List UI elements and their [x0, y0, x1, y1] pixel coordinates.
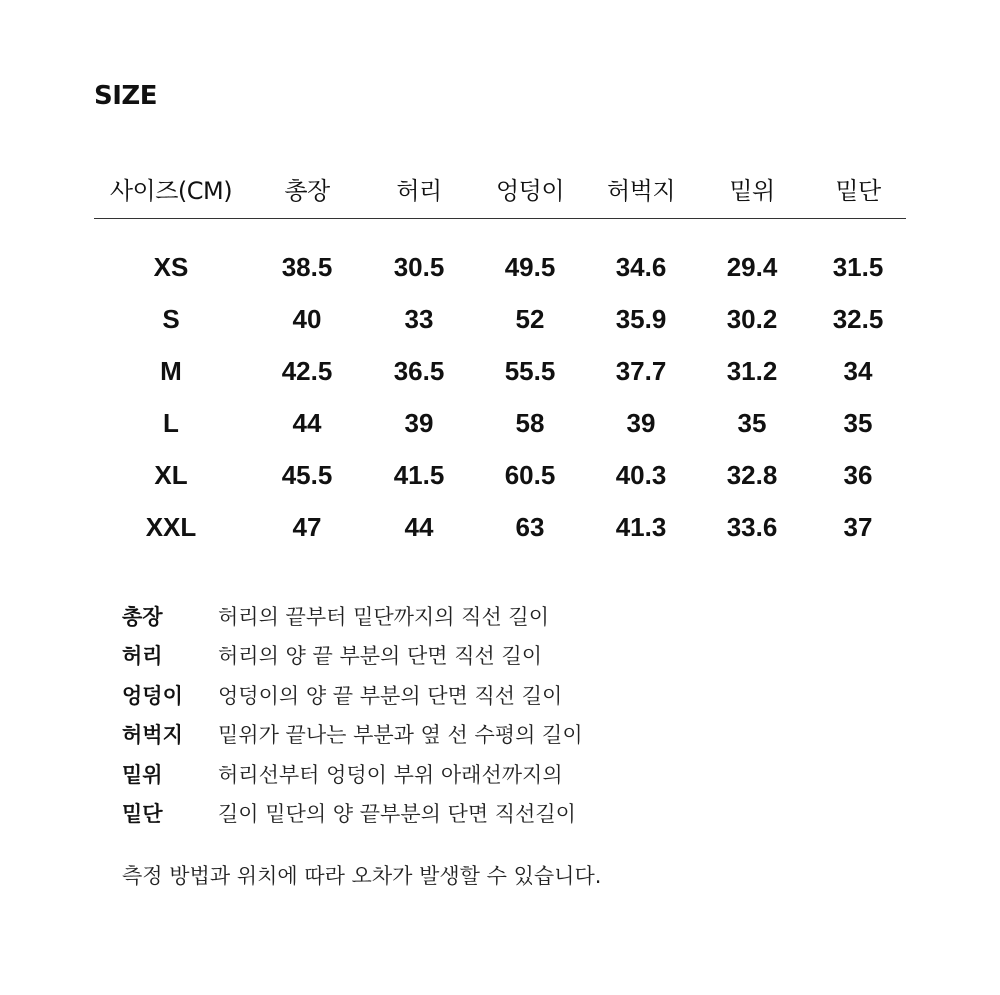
- note-term: 엉덩이: [122, 683, 183, 708]
- rise-cell: 32.8: [726, 459, 778, 490]
- thigh-cell: 41.3: [615, 511, 667, 542]
- note-term: 허리: [122, 644, 163, 669]
- hip-cell: 49.5: [504, 251, 556, 282]
- rise-cell: 30.2: [726, 303, 778, 334]
- waist-cell: 39: [404, 407, 434, 438]
- note-description: 허리의 양 끝 부분의 단면 직선 길이: [218, 644, 543, 669]
- column-header-hip: 엉덩이: [472, 158, 588, 219]
- size-label-cell: L: [163, 407, 179, 438]
- note-description: 엉덩이의 양 끝 부분의 단면 직선 길이: [218, 683, 563, 708]
- note-description: 길이 밑단의 양 끝부분의 단면 직선길이: [218, 802, 576, 827]
- hem-cell: 37: [843, 511, 873, 542]
- hem-cell: 36: [843, 459, 873, 490]
- hip-cell: 63: [515, 511, 545, 542]
- rise-cell: 29.4: [726, 251, 778, 282]
- column-header-waist: 허리: [366, 158, 472, 219]
- size-label-cell: XXL: [145, 511, 197, 542]
- thigh-cell: 39: [626, 407, 656, 438]
- note-item: [122, 636, 583, 676]
- size-label-cell: S: [162, 303, 180, 334]
- hem-cell: 34: [843, 355, 873, 386]
- note-item: [122, 754, 583, 794]
- page-title: SIZE: [94, 81, 158, 111]
- note-term: 허벅지: [122, 723, 183, 748]
- note-item: [122, 675, 583, 715]
- rise-cell: 33.6: [726, 511, 778, 542]
- column-header-size: 사이즈(CM): [94, 158, 248, 219]
- rise-cell: 31.2: [726, 355, 778, 386]
- column-header-rise: 밑위: [694, 158, 810, 219]
- table-row: [94, 293, 906, 345]
- hem-cell: 32.5: [832, 303, 884, 334]
- column-header-total-length: 총장: [248, 158, 366, 219]
- total-length-cell: 45.5: [281, 459, 333, 490]
- total-length-cell: 38.5: [281, 251, 333, 282]
- size-table: [94, 158, 906, 553]
- table-row: [94, 241, 906, 293]
- hem-cell: 35: [843, 407, 873, 438]
- note-item: [122, 794, 583, 834]
- size-label-cell: XS: [153, 251, 189, 282]
- total-length-cell: 47: [292, 511, 322, 542]
- hip-cell: 55.5: [504, 355, 556, 386]
- note-item: [122, 715, 583, 755]
- hip-cell: 58: [515, 407, 545, 438]
- note-description: 허리의 끝부터 밑단까지의 직선 길이: [218, 604, 549, 629]
- waist-cell: 36.5: [393, 355, 445, 386]
- total-length-cell: 44: [292, 407, 322, 438]
- column-header-hem: 밑단: [810, 158, 906, 219]
- note-term: 밑단: [122, 802, 163, 827]
- column-header-thigh: 허벅지: [588, 158, 694, 219]
- table-row: [94, 345, 906, 397]
- table-row: [94, 449, 906, 501]
- note-term: 총장: [122, 604, 163, 629]
- thigh-cell: 35.9: [615, 303, 667, 334]
- total-length-cell: 42.5: [281, 355, 333, 386]
- table-row: [94, 501, 906, 553]
- waist-cell: 30.5: [393, 251, 445, 282]
- size-label-cell: XL: [154, 459, 188, 490]
- measurement-notes: [122, 596, 583, 833]
- note-item: [122, 596, 583, 636]
- thigh-cell: 40.3: [615, 459, 667, 490]
- table-spacer: [94, 219, 906, 242]
- waist-cell: 41.5: [393, 459, 445, 490]
- table-header-row: [94, 158, 906, 219]
- size-label-cell: M: [160, 355, 182, 386]
- note-description: 허리선부터 엉덩이 부위 아래선까지의: [218, 762, 563, 787]
- table-row: [94, 397, 906, 449]
- waist-cell: 33: [404, 303, 434, 334]
- note-description: 밑위가 끝나는 부분과 옆 선 수평의 길이: [218, 723, 583, 748]
- thigh-cell: 34.6: [615, 251, 667, 282]
- note-term: 밑위: [122, 762, 163, 787]
- thigh-cell: 37.7: [615, 355, 667, 386]
- rise-cell: 35: [737, 407, 767, 438]
- measurement-disclaimer: 측정 방법과 위치에 따라 오차가 발생할 수 있습니다.: [122, 864, 602, 888]
- hip-cell: 52: [515, 303, 545, 334]
- total-length-cell: 40: [292, 303, 322, 334]
- waist-cell: 44: [404, 511, 434, 542]
- hem-cell: 31.5: [832, 251, 884, 282]
- hip-cell: 60.5: [504, 459, 556, 490]
